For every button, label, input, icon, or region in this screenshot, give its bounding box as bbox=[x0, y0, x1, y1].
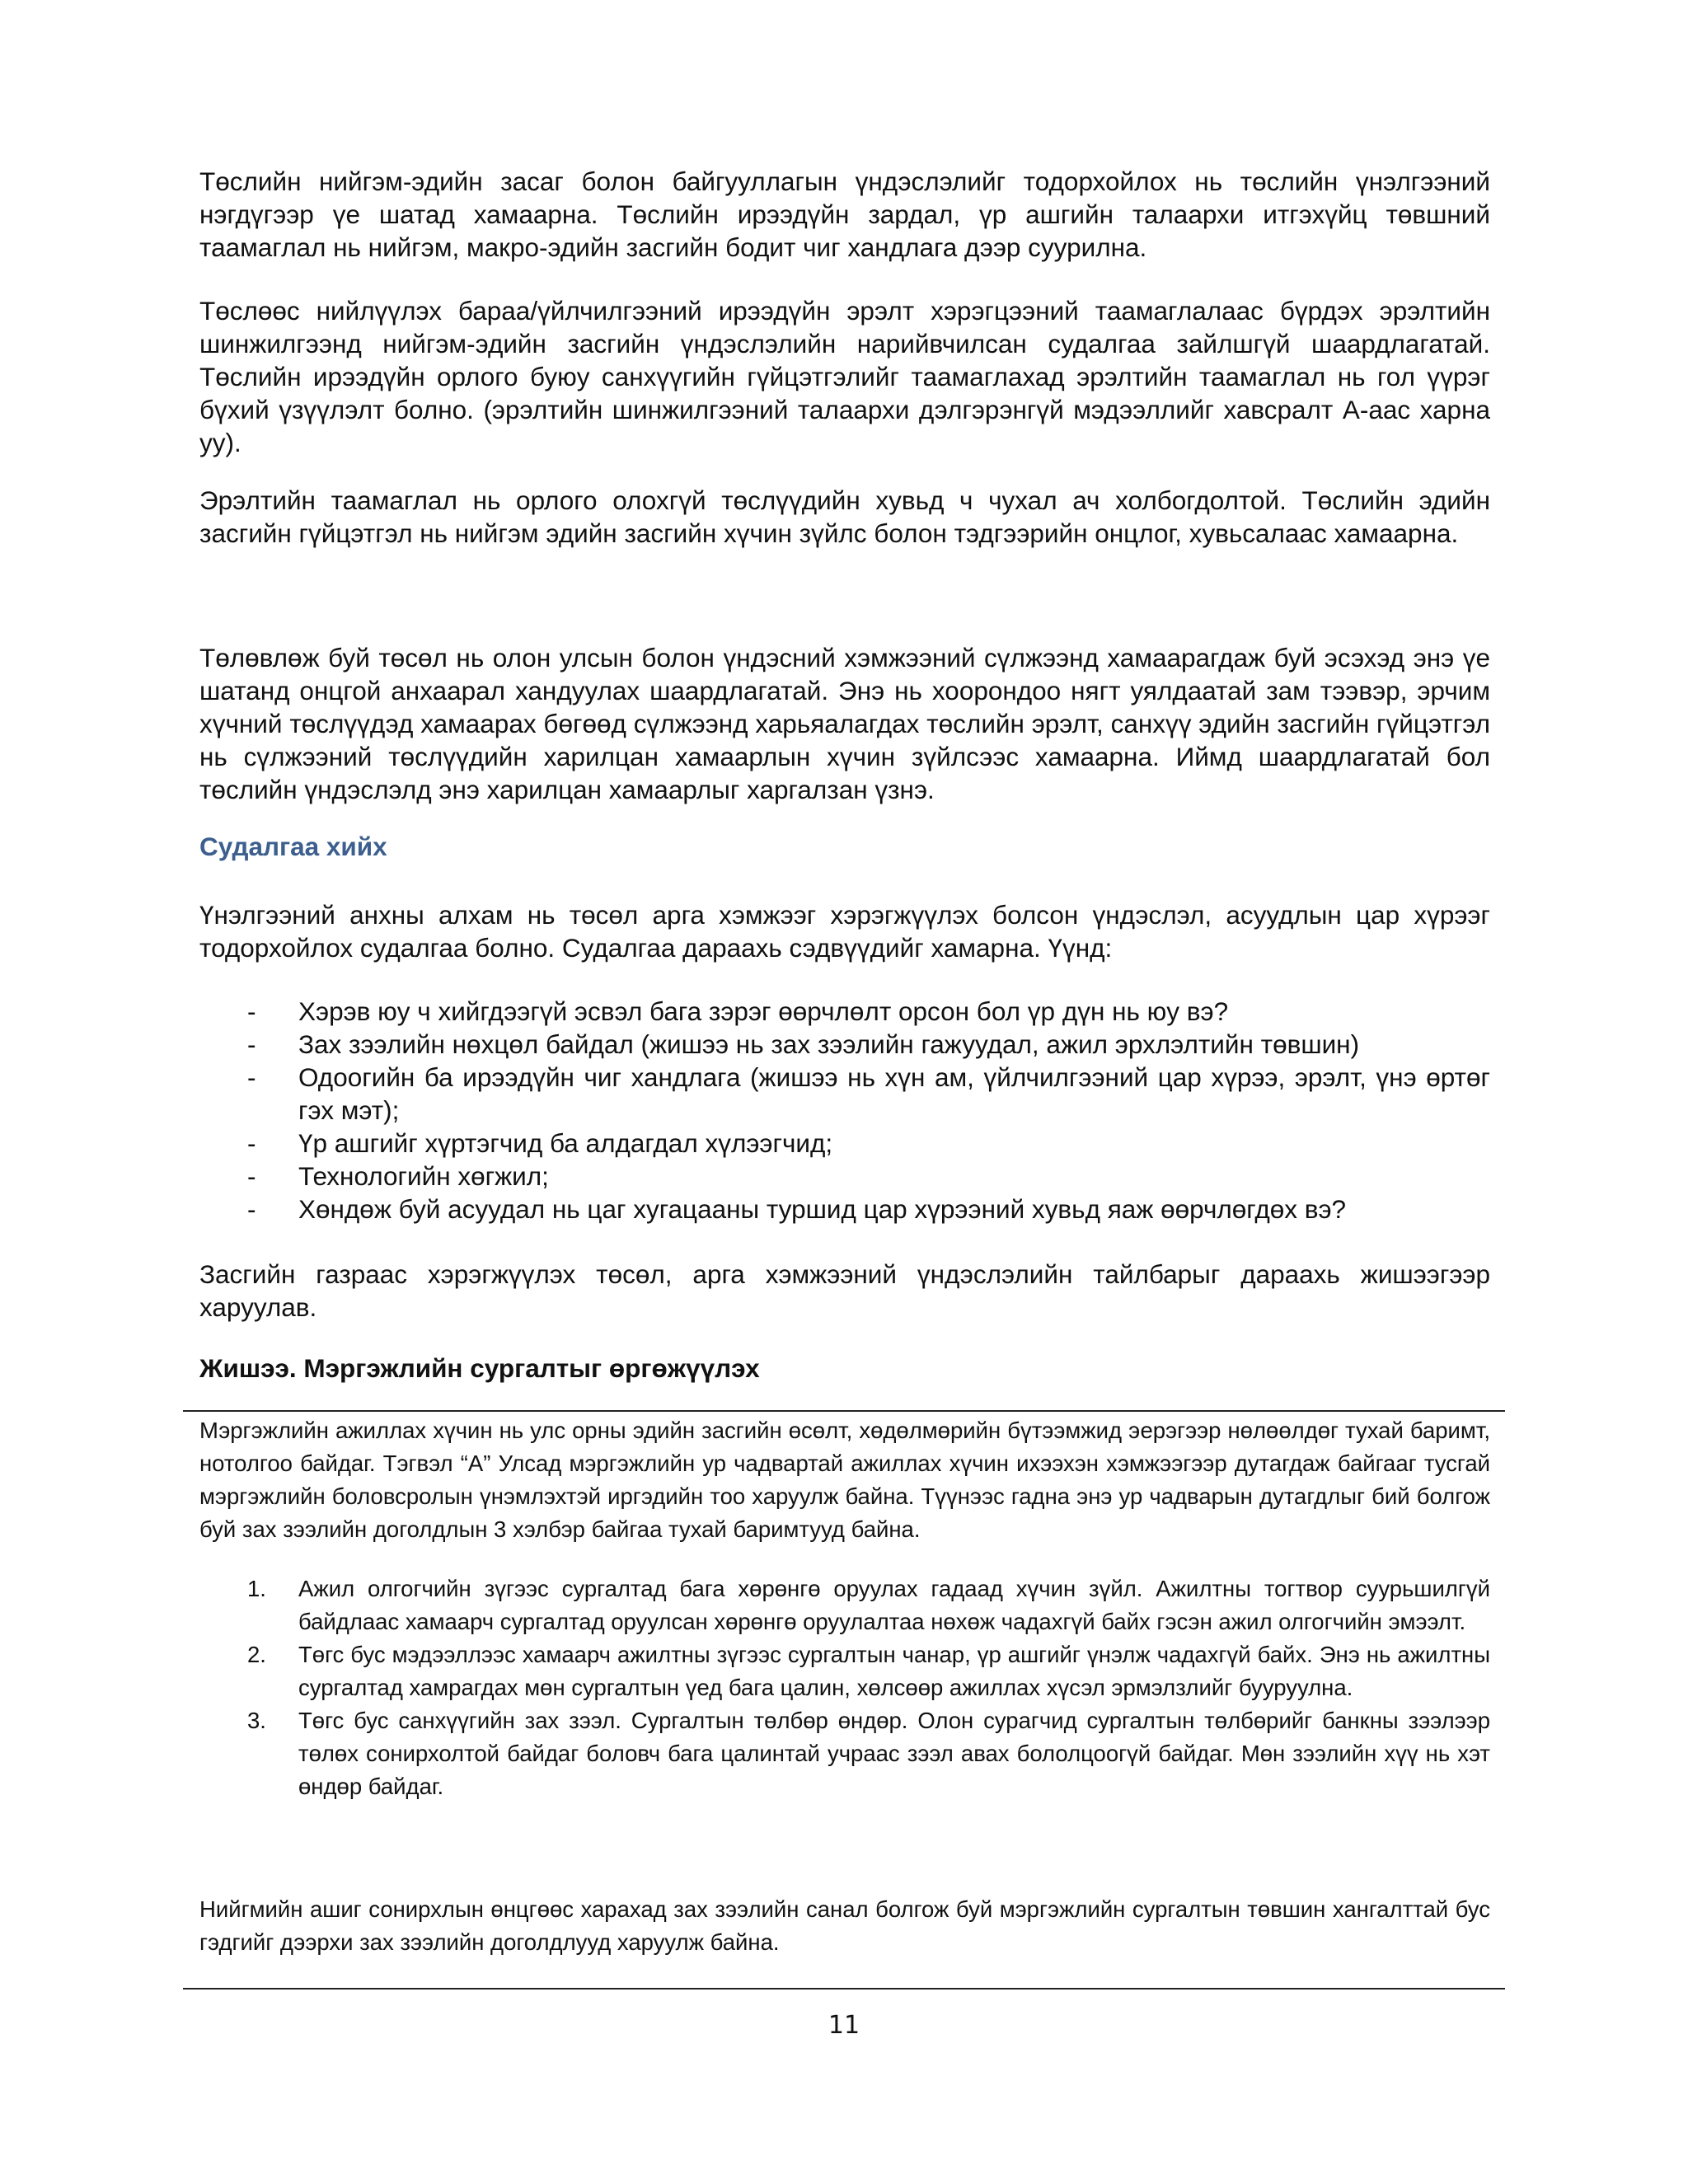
list-item-text: Зах зээлийн нөхцөл байдал (жишээ нь зах зээлийн гажуудал, ажил эрхлэлтийн төвшин) bbox=[298, 1029, 1360, 1059]
list-item bbox=[199, 1061, 1490, 1127]
bullet-dash: - bbox=[247, 1194, 256, 1224]
example-box-top-rule bbox=[183, 1410, 1505, 1412]
section-heading: Судалгаа хийх bbox=[199, 832, 387, 861]
example-box-bottom-rule bbox=[183, 1988, 1505, 1990]
list-item-text: Технологийн хөгжил; bbox=[298, 1161, 549, 1191]
paragraph-2: Төслөөс нийлүүлэх бараа/үйлчилгээний ирээдүйн эрэлт хэрэгцээний таамаглалаас бүрдэх эрэлтийн шинжилгээнд нийгэм-эдийн засгийн үндэслэлийн нарийвчилсан судалгаа зайлшгүй шаардлагатай. Төслийн ирээдүйн орлого буюу санхүүгийн гүйцэтгэлийг таамаглахад эрэлтийн таамаглал нь гол үүрэг бүхий үзүүлэлт болно. (эрэлтийн шинжилгээний талаархи дэлгэрэнгүй мэдээллийг хавсралт А-аас харна уу). bbox=[199, 296, 1490, 457]
numbered-item-text: Төгс бус мэдээллээс хамаарч ажилтны зүгээс сургалтын чанар, үр ашгийг үнэлж чадахгүй байх. Энэ нь ажилтны сургалтад хамрагдах мөн сургалтын үед бага цалин, хөлсөөр ажиллах хүсэл эрмэлзлийг бууруулна. bbox=[298, 1642, 1490, 1700]
list-item bbox=[199, 1127, 1490, 1160]
research-topics-list bbox=[199, 995, 1490, 1226]
list-item-text: Хөндөж буй асуудал нь цаг хугацааны туршид цар хүрээний хувьд яаж өөрчлөгдөх вэ? bbox=[298, 1194, 1347, 1224]
bullet-dash: - bbox=[247, 1161, 256, 1191]
list-item-text: Одоогийн ба ирээдүйн чиг хандлага (жишээ нь хүн ам, үйлчилгээний цар хүрээ, эрэлт, үнэ өртөг гэх мэт); bbox=[298, 1062, 1490, 1125]
numbered-item bbox=[199, 1704, 1490, 1803]
page-number: 11 bbox=[828, 2011, 860, 2040]
item-number: 1. bbox=[247, 1576, 266, 1601]
list-item bbox=[199, 1193, 1490, 1226]
numbered-item bbox=[199, 1638, 1490, 1704]
paragraph-1: Төслийн нийгэм-эдийн засаг болон байгууллагын үндэслэлийг тодорхойлох нь төслийн үнэлгээний нэгдүгээр үе шатад хамаарна. Төслийн ирээдүйн зардал, үр ашгийн талаархи итгэхүйц төвшний таамаглал нь нийгэм, макро-эдийн засгийн бодит чиг хандлага дээр суурилна. bbox=[199, 166, 1490, 262]
example-intro: Мэргэжлийн ажиллах хүчин нь улс орны эдийн засгийн өсөлт, хөдөлмөрийн бүтээмжид эерэгээр нөлөөлдөг тухай баримт, нотолгоо байдаг. Тэгвэл “А” Улсад мэргэжлийн ур чадвартай ажиллах хүчин ихээхэн хэмжээгээр дутагдаж байгааг тусгай мэргэжлийн боловсролын үнэмлэхтэй иргэдийн тоо харуулж байна. Түүнээс гадна энэ ур чадварын дутагдлыг бий болгож буй зах зээлийн доголдлын 3 хэлбэр байгаа тухай баримтууд байна. bbox=[199, 1418, 1490, 1542]
list-item bbox=[199, 1028, 1490, 1061]
numbered-item-text: Төгс бус санхүүгийн зах зээл. Сургалтын төлбөр өндөр. Олон сурагчид сургалтын төлбөрийг банкны зээлээр төлөх сонирхолтой байдаг боловч бага цалинтай учраас зээл авах бололцоогүй байдаг. Мөн зээлийн хүү нь хэт өндөр байдаг. bbox=[298, 1708, 1490, 1799]
bullet-dash: - bbox=[247, 1128, 256, 1158]
list-item bbox=[199, 1160, 1490, 1193]
item-number: 2. bbox=[247, 1642, 266, 1667]
numbered-item-text: Ажил олгогчийн зүгээс сургалтад бага хөрөнгө оруулах гадаад хүчин зүйл. Ажилтны тогтвор суурьшилгүй байдлаас хамаарч сургалтад оруулсан хөрөнгө оруулалтаа нөхөж чадахгүй байх гэсэн ажил олгогчийн эмээлт. bbox=[298, 1576, 1490, 1634]
section-outro: Засгийн газраас хэрэгжүүлэх төсөл, арга хэмжээний үндэслэлийн тайлбарыг дараахь жишээгээр харуулав. bbox=[199, 1259, 1490, 1322]
example-heading: Жишээ. Мэргэжлийн сургалтыг өргөжүүлэх bbox=[199, 1353, 760, 1383]
list-item-text: Үр ашгийг хүртэгчид ба алдагдал хүлээгчид; bbox=[298, 1128, 833, 1158]
list-item-text: Хэрэв юу ч хийгдээгүй эсвэл бага зэрэг өөрчлөлт орсон бол үр дүн нь юу вэ? bbox=[298, 996, 1229, 1026]
list-item bbox=[199, 995, 1490, 1028]
bullet-dash: - bbox=[247, 1029, 256, 1059]
section-intro: Үнэлгээний анхны алхам нь төсөл арга хэмжээг хэрэгжүүлэх болсон үндэслэл, асуудлын цар хүрээг тодорхойлох судалгаа болно. Судалгаа дараахь сэдвүүдийг хамарна. Үүнд: bbox=[199, 900, 1490, 963]
paragraph-4: Төлөвлөж буй төсөл нь олон улсын болон үндэсний хэмжээний сүлжээнд хамаарагдаж буй эсэхэд энэ үе шатанд онцгой анхаарал хандуулах шаардлагатай. Энэ нь хоорондоо нягт уялдаатай зам тээвэр, эрчим хүчний төслүүдэд хамаарах бөгөөд сүлжээнд харьяалагдах төслийн эрэлт, санхүү эдийн засгийн гүйцэтгэл нь сүлжээний төслүүдийн харилцан хамаарлын хүчин зүйлсээс хамаарна. Иймд шаардлагатай бол төслийн үндэслэлд энэ харилцан хамаарлыг харгалзан үзнэ. bbox=[199, 643, 1490, 804]
paragraph-3: Эрэлтийн таамаглал нь орлого олохгүй төслүүдийн хувьд ч чухал ач холбогдолтой. Төслийн эдийн засгийн гүйцэтгэл нь нийгэм эдийн засгийн хүчин зүйлс болон тэдгээрийн онцлог, хувьсалаас хамаарна. bbox=[199, 485, 1490, 548]
numbered-item bbox=[199, 1572, 1490, 1638]
example-conclusion: Нийгмийн ашиг сонирхлын өнцгөөс харахад зах зээлийн санал болгож буй мэргэжлийн сургалтын төвшин хангалттай бус гэдгийг дээрхи зах зээлийн доголдлууд харуулж байна. bbox=[199, 1896, 1490, 1955]
market-failure-list bbox=[199, 1572, 1490, 1803]
bullet-dash: - bbox=[247, 1062, 256, 1092]
bullet-dash: - bbox=[247, 996, 256, 1026]
item-number: 3. bbox=[247, 1708, 266, 1733]
